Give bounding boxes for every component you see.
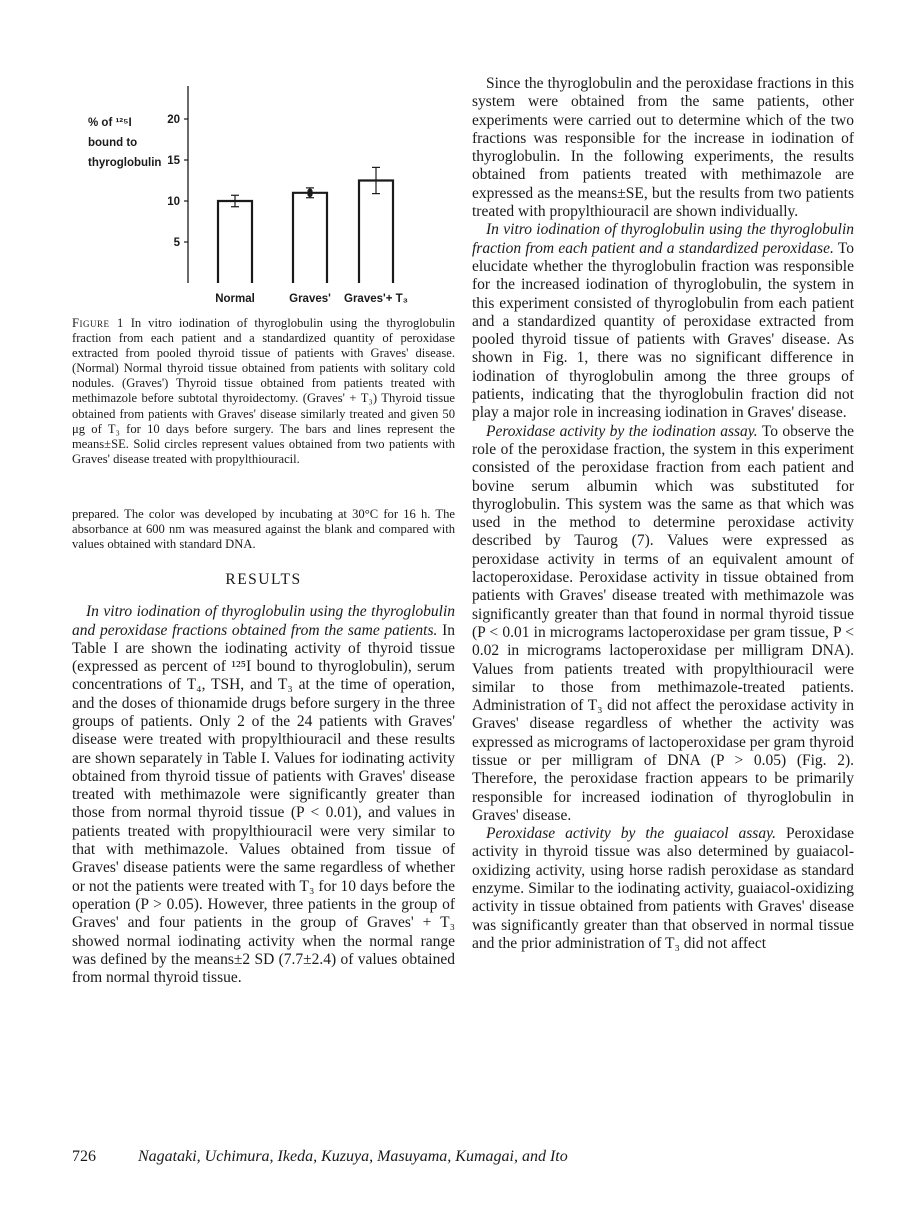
figure-1-chart xyxy=(72,78,455,310)
caption-label: Figure 1 xyxy=(72,316,124,330)
right-p3-body: To observe the role of the peroxidase fraction, the system in this experiment consisted of the peroxidase fraction from each patient and bovine serum albumin which was substituted for thyroglobulin. This system was the same as that which was used in the method to determine peroxidase activity described by Taurog (7). Values were expressed as peroxidase activity in terms of an equivalent amount of lactoperoxidase. Peroxidase activity in tissue obtained from patients with Graves' disease treated with methimazole was significantly greater than that found in normal thyroid tissue (P < 0.01 in micrograms lactoperoxidase per gram tissue, P < 0.02 in micrograms lactoperoxidase per milligram DNA). Values from patients treated with propylthiouracil were similar to those from methimazole-treated patients. Administration of T₃ did not affect the peroxidase activity in Graves' disease regardless of whether the activity was expressed as micrograms of lactoperoxidase per gram thyroid tissue or per milligram of DNA (P > 0.05) (Fig. 2). Therefore, the peroxidase fraction appears to be primarily responsible for increased iodination of thyroglobulin in Graves' disease. xyxy=(472,422,854,824)
results-p1-title: In vitro iodination of thyroglobulin using the thyroglobulin and peroxidase fractions obtained from the same patients. xyxy=(72,603,455,639)
bar xyxy=(359,181,393,284)
right-paragraph-3 xyxy=(472,423,854,826)
right-paragraph-4 xyxy=(472,825,854,953)
results-heading: RESULTS xyxy=(225,571,302,589)
figure-1-caption xyxy=(72,316,455,467)
results-p1-body: In Table I are shown the iodinating activity of thyroid tissue (expressed as percent of ¹²⁵I bound to thyroglobulin), serum concentrations of T₄, TSH, and T₃ at the time of operation, and the doses of thionamide drugs before surgery in the three groups of patients. Only 2 of the 24 patients with Graves' disease were treated with propylthiouracil and these results are shown separately in Table I. Values for iodinating activity obtained from thyroid tissue of patients with Graves' disease treated with methimazole were significantly greater than those from normal thyroid tissue (P < 0.01), and values in patients treated with propylthiouracil were very similar to that with methimazole. Values obtained from tissue of Graves' disease patients were the same regardless of whether or not the patients were treated with T₃ for 10 days before the operation (P > 0.05). However, three patients in the group of Graves' and four patients in the group of Graves' + T₃ showed normal iodinating activity when the normal range was defined by the means±2 SD (7.7±2.4) of values obtained from normal thyroid tissue. xyxy=(72,621,455,987)
y-tick-label: 15 xyxy=(167,155,180,167)
right-p2-title: In vitro iodination of thyroglobulin using the thyroglobulin fraction from each patient and a standardized peroxidase. xyxy=(472,221,854,257)
y-tick-label: 5 xyxy=(173,237,180,249)
page-footer xyxy=(72,1148,862,1166)
right-p3-title: Peroxidase activity by the iodination assay. xyxy=(486,422,758,440)
caption-text: In vitro iodination of thyroglobulin using the thyroglobulin fraction from each patient and a standardized quantity of peroxidase extracted from pooled thyroid tissue of patients with Graves' disease. (Normal) Normal thyroid tissue obtained from patients with solitary cold nodules. (Graves') Thyroid tissue obtained from patients treated with methimazole before subtotal thyroidectomy. (Graves' + T₃) Thyroid tissue obtained from patients with Graves' disease similarly treated and given 50 μg of T₃ for 10 days before surgery. The bars and lines represent the means±SE. Solid circles represent values obtained from two patients with Graves' disease treated with propylthiouracil. xyxy=(72,316,455,466)
category-label: Normal xyxy=(215,293,255,305)
right-column xyxy=(472,75,854,953)
bar xyxy=(218,201,252,283)
y-axis-label: % of ¹²⁵I bound to thyroglobulin xyxy=(88,117,162,169)
footer-authors: Nagataki, Uchimura, Ikeda, Kuzuya, Masuyama, Kumagai, and Ito xyxy=(138,1148,568,1165)
y-tick-label: 10 xyxy=(167,196,180,208)
left-column xyxy=(72,78,455,987)
bar-chart-svg xyxy=(72,78,455,310)
right-paragraph-1: Since the thyroglobulin and the peroxidase fractions in this system were obtained from the same patients, other experiments were carried out to determine which of the two fractions was responsible for the increase in iodination of thyroglobulin. In the following experiments, the results obtained from patients treated with methimazole are expressed as the means±SE, but the results from two patients treated with propylthiouracil are shown individually. xyxy=(472,75,854,221)
page-number: 726 xyxy=(72,1148,96,1165)
right-p4-title: Peroxidase activity by the guaiacol assay. xyxy=(486,825,776,843)
results-paragraph-1 xyxy=(72,603,455,987)
bar xyxy=(293,193,327,283)
para-prepared: prepared. The color was developed by incubating at 30°C for 16 h. The absorbance at 600 nm was measured against the blank and compared with values obtained with standard DNA. xyxy=(72,506,455,552)
y-tick-label: 20 xyxy=(167,114,180,126)
right-p2-body: To elucidate whether the thyroglobulin fraction was responsible for the increased iodination of thyroglobulin, the system in this experiment consisted of thyroglobulin from each patient and a standardized quantity of peroxidase extracted from pooled thyroid tissue of patients with Graves' disease. As shown in Fig. 1, there was no significant difference in iodination of thyroglobulin among the three groups of patients, indicating that the thyroglobulin fraction did not play a major role in increasing iodination in Graves' disease. xyxy=(472,239,854,422)
category-label: Graves' xyxy=(289,293,331,305)
category-label: Graves'+ T₃ xyxy=(344,293,408,305)
right-paragraph-2 xyxy=(472,221,854,422)
right-p4-body: Peroxidase activity in thyroid tissue was also determined by guaiacol-oxidizing activity, using horse radish peroxidase as standard enzyme. Similar to the iodinating activity, guaiacol-oxidizing activity in tissue obtained from patients with Graves' disease was significantly greater than that observed in normal tissue and the prior administration of T₃ did not affect xyxy=(472,825,855,952)
data-point xyxy=(307,189,312,194)
